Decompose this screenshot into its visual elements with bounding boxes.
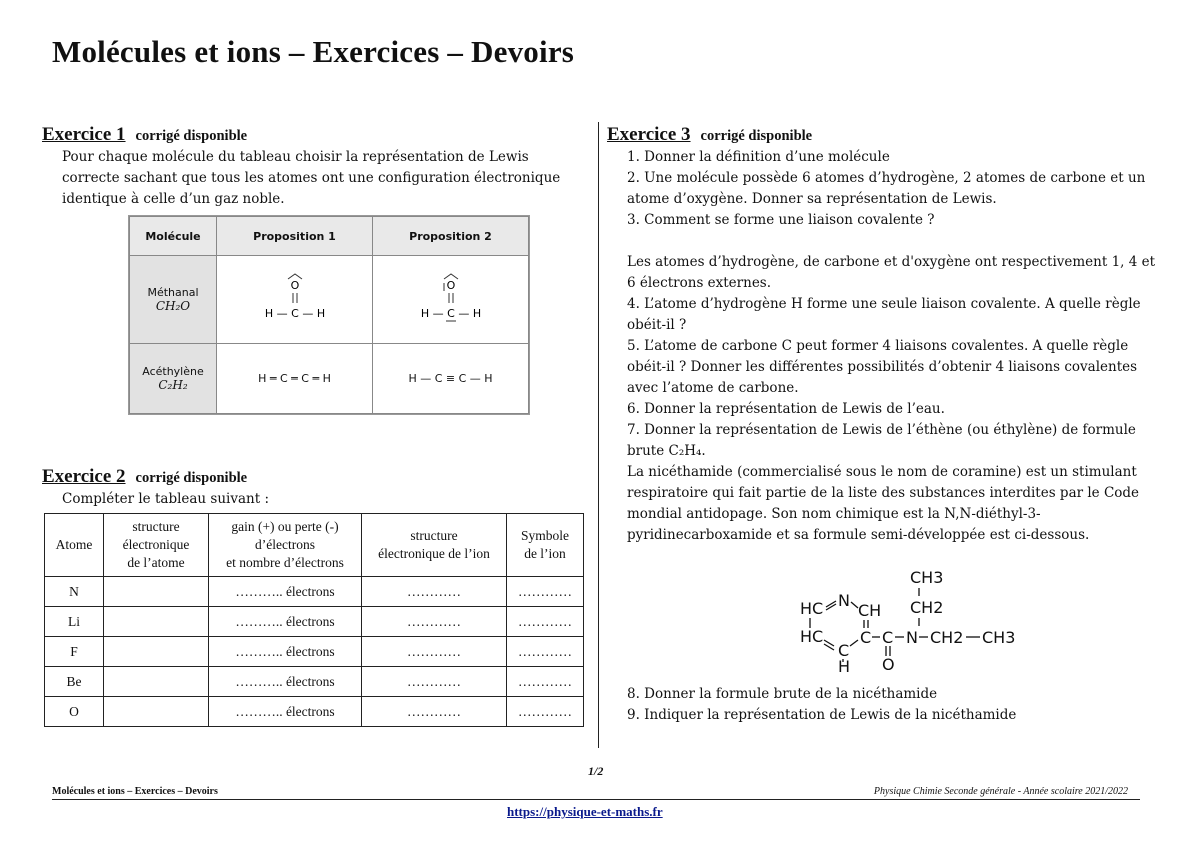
exercise-2-title: Exercice 2	[42, 466, 126, 487]
methanal-prop2-structure	[391, 263, 511, 333]
question-1: 1. Donner la définition d’une molécule	[627, 149, 890, 165]
svg-text:CH3: CH3	[982, 628, 1016, 647]
svg-text:CH3: CH3	[910, 568, 944, 587]
svg-text:CH2: CH2	[930, 628, 964, 647]
nicethamide-structure	[798, 566, 1048, 674]
exercise-2-text: Compléter le tableau suivant :	[62, 491, 269, 507]
svg-text:H — C — H: H — C — H	[420, 307, 481, 320]
footer-divider	[52, 799, 1140, 800]
intro-electrons: Les atomes d’hydrogène, de carbone et d'oxygène ont respectivement 1, 4 et 6 électrons externes.	[627, 254, 1156, 291]
acetylene-formula: C₂H₂	[158, 378, 188, 392]
exercise-2-block	[42, 466, 590, 510]
exercise-3-badge: corrigé disponible	[700, 128, 813, 144]
table-row: N ……….. électrons ………… …………	[45, 577, 584, 607]
table-row: Be ……….. électrons ………… …………	[45, 667, 584, 697]
page-title: Molécules et ions – Exercices – Devoirs	[52, 34, 575, 69]
footer-left-title: Molécules et ions – Exercices – Devoirs	[52, 786, 218, 797]
lewis-row-acetylene	[130, 344, 217, 414]
svg-text:C: C	[882, 628, 894, 647]
question-7: 7. Donner la représentation de Lewis de l’éthène (ou éthylène) de formule brute C₂H₄.	[627, 422, 1136, 459]
footer-website-link[interactable]: https://physique-et-maths.fr	[507, 804, 663, 819]
exercise-1-text: Pour chaque molécule du tableau choisir la représentation de Lewis correcte sachant que tous les atomes ont une configuration électronique identique à celle d’un gaz noble.	[62, 149, 561, 207]
svg-text:HC: HC	[800, 627, 824, 646]
svg-text:N: N	[838, 591, 850, 610]
exercise-1-header	[42, 124, 590, 147]
header-structure-atome: structure électronique de l’atome	[104, 514, 209, 577]
header-gain: gain (+) ou perte (-) d’électrons et nombre d’électrons	[209, 514, 362, 577]
exercise-1-title: Exercice 1	[42, 124, 126, 145]
atom-table	[44, 513, 584, 727]
svg-text:CH2: CH2	[910, 598, 944, 617]
svg-text:CH: CH	[858, 601, 882, 620]
left-column	[42, 124, 590, 210]
question-4: 4. L’atome d’hydrogène H forme une seule liaison covalente. A quelle règle obéit-il ?	[627, 296, 1141, 333]
exercise-3-title: Exercice 3	[607, 124, 691, 145]
nicethamide-description: La nicéthamide (commercialisé sous le nom de coramine) est un stimulant respiratoire qui fait partie de la liste des substances interdites par le Code mondial antidopage. Son nom chimique est la N,N-diéthyl-3-pyridinecarboxamide et sa formule semi-développée est ci-dessous.	[627, 464, 1140, 543]
svg-text:H: H	[838, 657, 851, 674]
header-structure-ion: structure électronique de l’ion	[362, 514, 507, 577]
svg-text:H — C — H: H — C — H	[264, 307, 325, 320]
question-6: 6. Donner la représentation de Lewis de l’eau.	[627, 401, 945, 417]
right-column	[607, 124, 1157, 546]
exercise-2-header	[42, 466, 590, 489]
header-symbole: Symbole de l’ion	[507, 514, 584, 577]
question-9: 9. Indiquer la représentation de Lewis de la nicéthamide	[627, 707, 1017, 723]
exercise-1-badge: corrigé disponible	[135, 128, 248, 144]
lewis-row-methanal	[130, 256, 217, 344]
exercise-2-badge: corrigé disponible	[135, 470, 248, 486]
svg-text:O: O	[882, 655, 895, 674]
methanal-prop2	[373, 256, 529, 344]
header-atome: Atome	[45, 514, 104, 577]
svg-text:N: N	[906, 628, 918, 647]
lewis-table	[128, 215, 530, 415]
methanal-name: Méthanal	[147, 286, 199, 299]
svg-text:C: C	[860, 628, 872, 647]
svg-text:O: O	[446, 279, 455, 292]
methanal-formula: CH₂O	[155, 299, 191, 313]
page-number: 1/2	[588, 764, 604, 778]
svg-text:HC: HC	[800, 599, 824, 618]
methanal-prop1-structure	[235, 263, 355, 333]
acetylene-prop2: H — C ≡ C — H	[373, 344, 529, 414]
acetylene-prop1: H ═ C ═ C ═ H	[217, 344, 373, 414]
lewis-header-molecule: Molécule	[130, 217, 217, 256]
table-row: F ……….. électrons ………… …………	[45, 637, 584, 667]
exercise-3-header	[607, 124, 1157, 147]
column-divider	[598, 122, 599, 748]
question-8: 8. Donner la formule brute de la nicéthamide	[627, 686, 938, 702]
lewis-header-prop2: Proposition 2	[373, 217, 529, 256]
methanal-prop1	[217, 256, 373, 344]
lewis-header-prop1: Proposition 1	[217, 217, 373, 256]
final-questions	[607, 684, 1157, 726]
svg-text:C: C	[838, 641, 850, 660]
question-3: 3. Comment se forme une liaison covalente ?	[627, 212, 935, 228]
acetylene-name: Acéthylène	[142, 365, 204, 378]
question-5: 5. L’atome de carbone C peut former 4 liaisons covalentes. A quelle règle obéit-il ? Donner les différentes possibilités d’obtenir 4 liaisons covalentes avec l’atome de carbone.	[627, 338, 1138, 396]
table-row: O ……….. électrons ………… …………	[45, 697, 584, 727]
question-2: 2. Une molécule possède 6 atomes d’hydrogène, 2 atomes de carbone et un atome d’oxygène. Donner sa représentation de Lewis.	[627, 170, 1146, 207]
svg-text:O: O	[290, 279, 299, 292]
table-row: Li ……….. électrons ………… …………	[45, 607, 584, 637]
footer-right-course: Physique Chimie Seconde générale - Année scolaire 2021/2022	[873, 786, 1128, 797]
